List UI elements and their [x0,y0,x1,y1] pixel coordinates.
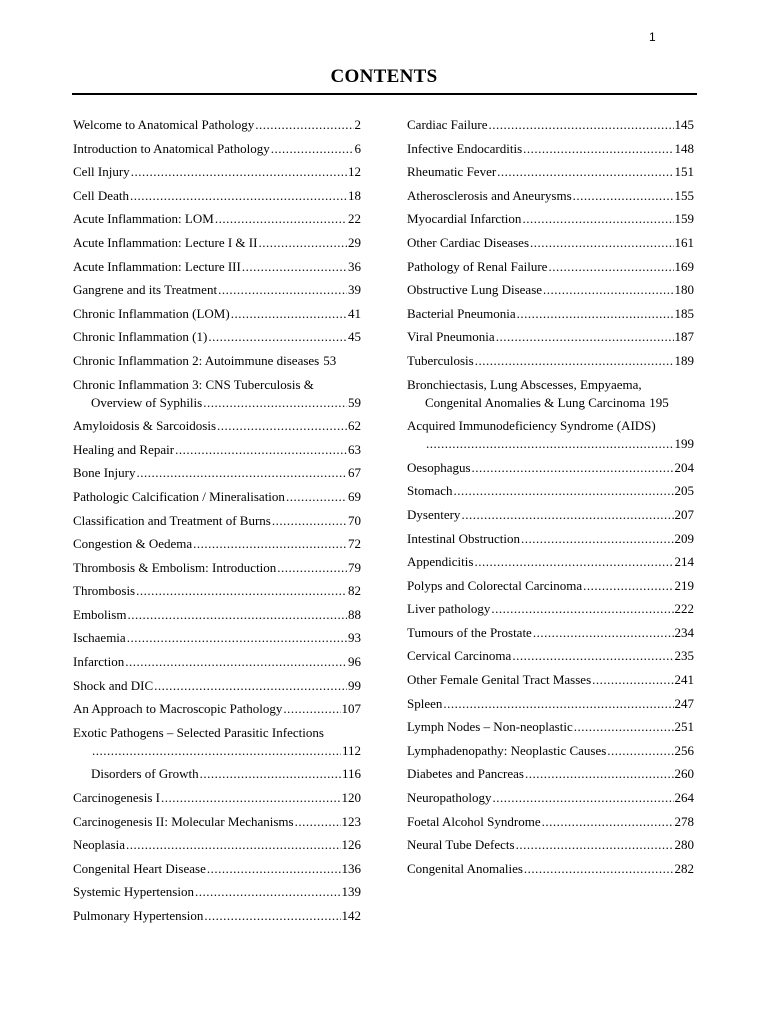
toc-entry[interactable] [73,187,361,205]
toc-entry-page: 22 [348,211,361,227]
toc-entry[interactable] [73,328,361,346]
toc-entry-title: Appendicitis [407,554,474,570]
toc-entry-title: Thrombosis [73,583,136,599]
toc-entry-title: Neural Tube Defects [407,837,515,853]
toc-entry[interactable] [407,210,694,228]
toc-entry-title: Cell Death [73,187,129,203]
toc-entry-page: 264 [674,790,694,806]
toc-entry-title: Thrombosis & Embolism: Introduction [73,559,277,575]
toc-entry-title: Welcome to Anatomical Pathology [73,117,255,132]
toc-entry-title: Dysentery [407,506,461,522]
toc-entry-page: 126 [341,837,361,853]
toc-entry-page: 116 [341,766,361,782]
toc-entry[interactable] [407,258,694,276]
toc-entry[interactable] [73,606,361,624]
toc-entry[interactable] [407,506,694,524]
toc-entry-title: Oesophagus [407,459,471,475]
toc-entry-page: 260 [674,766,694,782]
toc-entry-page: 159 [674,211,694,227]
toc-entry-title: Atherosclerosis and Aneurysms [407,187,572,203]
toc-entry-title: Foetal Alcohol Syndrome [407,813,541,829]
toc-entry[interactable] [407,352,694,370]
toc-entry-title: Cervical Carcinoma [407,648,512,664]
toc-entry-title: Chronic Inflammation 2: Autoimmune diseases [73,352,320,368]
toc-entry-page: 219 [674,577,694,593]
toc-entry-page: 199 [674,436,694,452]
toc-entry[interactable] [407,860,694,878]
toc-entry-page: 187 [674,329,694,345]
toc-entry[interactable] [73,907,361,925]
toc-entry-page: 107 [341,701,361,717]
toc-entry-page: 53 [323,352,337,368]
toc-entry[interactable] [407,234,694,252]
toc-entry-page: 256 [674,742,694,758]
toc-entry[interactable] [73,352,361,370]
toc-entry-page: 280 [674,837,694,853]
toc-entry-page: 209 [674,530,694,546]
toc-entry[interactable] [73,813,361,831]
toc-entry-title: Carcinogenesis I [73,790,161,806]
toc-entry-title: Exotic Pathogens – Selected Parasitic Infections [73,724,324,740]
toc-entry[interactable] [73,305,361,323]
title-rule [72,93,697,95]
toc-entry[interactable] [73,163,361,181]
toc-entry[interactable] [73,559,361,577]
toc-entry-title: Other Female Genital Tract Masses [407,672,592,688]
toc-entry-title: Pathology of Renal Failure [407,258,548,274]
toc-right-column [407,116,694,883]
toc-entry-page: 214 [674,554,694,570]
toc-entry-page: 169 [674,258,694,274]
toc-entry-page: 39 [348,282,361,298]
toc-entry[interactable] [407,482,694,500]
toc-entry-title: Disorders of Growth [91,766,199,782]
toc-entry-page: 2 [354,117,361,132]
toc-entry-page: 235 [674,648,694,664]
toc-entry-page: 63 [348,441,361,457]
toc-entry[interactable] [407,305,694,323]
toc-entry-title: Chronic Inflammation 3: CNS Tuberculosis & [73,376,314,392]
toc-entry-page: 82 [348,583,361,599]
toc-entry-page: 79 [348,559,361,575]
toc-entry-title: Carcinogenesis II: Molecular Mechanisms [73,813,294,829]
toc-entry-title: Acute Inflammation: Lecture I & II [73,234,258,250]
toc-entry-title: Pulmonary Hypertension [73,908,204,923]
toc-entry[interactable] [407,742,694,760]
toc-entry-page: 204 [674,459,694,475]
toc-entry-title: Classification and Treatment of Burns [73,512,271,528]
toc-entry[interactable] [407,577,694,595]
toc-entry[interactable] [73,860,361,878]
toc-entry[interactable] [73,488,361,506]
toc-entry[interactable] [407,187,694,205]
toc-entry-page: 36 [348,258,361,274]
toc-entry-title: Lymphadenopathy: Neoplastic Causes [407,742,607,758]
toc-entry-page: 145 [674,117,694,132]
toc-entry[interactable] [73,677,361,695]
toc-entry-title-continued: Overview of Syphilis [91,394,203,410]
toc-entry-title: Congenital Heart Disease [73,860,206,876]
toc-entry-page: 18 [348,187,361,203]
toc-entry-title: Cardiac Failure [407,117,488,132]
toc-entry-title: An Approach to Macroscopic Pathology [73,701,283,717]
toc-entry-title: Obstructive Lung Disease [407,282,543,298]
toc-entry-page: 278 [674,813,694,829]
toc-entry-page: 241 [674,672,694,688]
toc-entry-title: Spleen [407,695,443,711]
toc-entry-page: 69 [348,488,361,504]
toc-entry-title: Infective Endocarditis [407,140,523,156]
toc-entry-page: 205 [674,483,694,499]
toc-entry-title: Viral Pneumonia [407,329,495,345]
toc-entry[interactable] [73,700,361,718]
toc-entry[interactable] [73,653,361,671]
toc-entry[interactable] [73,281,361,299]
toc-entry[interactable] [73,464,361,482]
toc-entry-page: 29 [348,234,361,250]
toc-entry[interactable] [73,789,361,807]
toc-entry-title: Liver pathology [407,601,491,617]
toc-entry[interactable] [73,582,361,600]
toc-entry[interactable] [73,765,361,783]
toc-entry[interactable] [407,836,694,854]
toc-entry-page: 282 [674,860,694,876]
toc-entry-title: Amyloidosis & Sarcoidosis [73,418,217,434]
toc-entry[interactable] [407,647,694,665]
toc-entry-page: 155 [674,187,694,203]
toc-entry-page: 207 [674,506,694,522]
toc-entry[interactable] [407,671,694,689]
toc-entry-title: Intestinal Obstruction [407,530,521,546]
toc-entry-page: 70 [348,512,361,528]
toc-entry-page: 139 [341,884,361,900]
toc-entry-title: Diabetes and Pancreas [407,766,524,782]
toc-entry-title: Neoplasia [73,837,125,853]
toc-entry-title: Gangrene and its Treatment [73,282,218,298]
toc-entry[interactable] [73,234,361,252]
toc-entry-title: Polyps and Colorectal Carcinoma [407,577,583,593]
toc-entry-title: Healing and Repair [73,441,175,457]
toc-entry-title: Chronic Inflammation (LOM) [73,305,230,321]
toc-entry-page: 251 [674,719,694,735]
toc-entry-page: 123 [341,813,361,829]
toc-entry[interactable] [73,116,361,134]
toc-entry-title: Tuberculosis [407,352,474,368]
toc-entry-title: Bronchiectasis, Lung Abscesses, Empyaema, [407,376,642,392]
toc-entry[interactable] [407,281,694,299]
page-number: 1 [649,30,656,44]
toc-entry[interactable] [407,813,694,831]
toc-entry[interactable] [73,535,361,553]
toc-entry[interactable] [407,459,694,477]
toc-entry[interactable] [73,512,361,530]
toc-entry-title: Other Cardiac Diseases [407,234,530,250]
toc-entry-title: Rheumatic Fever [407,164,497,180]
toc-entry[interactable] [407,624,694,642]
toc-entry[interactable] [407,765,694,783]
toc-entry[interactable] [73,629,361,647]
toc-entry-page: 41 [348,305,361,321]
toc-entry-page: 136 [341,860,361,876]
toc-entry-title: Infarction [73,654,125,670]
toc-entry-page: 180 [674,282,694,298]
toc-entry-page: 96 [348,654,361,670]
toc-entry-title: Introduction to Anatomical Pathology [73,140,270,156]
toc-entry-page: 151 [674,164,694,180]
toc-entry-title: Lymph Nodes – Non-neoplastic [407,719,573,735]
toc-entry[interactable] [73,210,361,228]
toc-left-column [73,116,361,931]
toc-entry-title: Ischaemia [73,630,126,646]
toc-entry-page: 67 [348,465,361,481]
toc-entry-page: 195 [649,394,669,410]
toc-entry-page: 234 [674,624,694,640]
toc-entry-page: 6 [354,140,361,156]
toc-entry-title: Myocardial Infarction [407,211,522,227]
toc-entry-page: 99 [348,677,361,693]
toc-entry[interactable] [407,553,694,571]
toc-entry-title: Chronic Inflammation (1) [73,329,208,345]
toc-entry-title: Systemic Hypertension [73,884,194,900]
toc-entry[interactable] [407,163,694,181]
toc-entry[interactable] [73,724,361,760]
toc-entry[interactable] [73,140,361,158]
toc-entry[interactable] [407,695,694,713]
toc-entry-page: 59 [348,394,361,410]
toc-entry-page: 112 [341,742,361,758]
toc-entry-title: Acute Inflammation: Lecture III [73,258,241,274]
toc-entry-title: Cell Injury [73,164,130,180]
toc-entry-title-continued: Congenital Anomalies & Lung Carcinoma [425,394,646,410]
toc-entry-page: 62 [348,418,361,434]
toc-entry-title: Bone Injury [73,465,136,481]
toc-entry[interactable] [73,441,361,459]
toc-entry[interactable] [407,376,694,412]
toc-entry[interactable] [73,376,361,412]
toc-entry[interactable] [407,718,694,736]
toc-entry-title: Pathologic Calcification / Mineralisation [73,488,285,504]
toc-entry-page: 120 [341,790,361,806]
toc-entry-page: 12 [348,164,361,180]
toc-entry-title: Neuropathology [407,790,492,806]
toc-entry[interactable] [407,789,694,807]
toc-entry-page: 88 [348,606,361,622]
toc-entry[interactable] [73,417,361,435]
toc-entry-title: Acquired Immunodeficiency Syndrome (AIDS) [407,418,656,434]
toc-entry-page: 72 [348,536,361,552]
toc-entry-page: 148 [674,140,694,156]
toc-entry[interactable] [407,116,694,134]
toc-entry-page: 185 [674,305,694,321]
toc-entry[interactable] [73,883,361,901]
page-title: CONTENTS [330,66,438,87]
toc-entry-page: 222 [674,601,694,617]
toc-entry-page: 45 [348,329,361,345]
toc-entry-page: 247 [674,695,694,711]
toc-entry[interactable] [73,258,361,276]
toc-entry[interactable] [407,328,694,346]
toc-entry[interactable] [407,417,694,453]
toc-entry-title: Congenital Anomalies [407,860,523,876]
toc-entry-title: Congestion & Oedema [73,536,193,552]
toc-entry-title: Acute Inflammation: LOM [73,211,214,227]
toc-entry-title: Bacterial Pneumonia [407,305,516,321]
toc-entry[interactable] [407,530,694,548]
toc-entry-title: Shock and DIC [73,677,154,693]
toc-entry-title: Stomach [407,483,453,499]
toc-entry-title: Tumours of the Prostate [407,624,532,640]
toc-entry-page: 161 [674,234,694,250]
toc-entry-page: 93 [348,630,361,646]
toc-entry[interactable] [73,836,361,854]
toc-entry-page: 142 [341,908,361,923]
toc-entry[interactable] [407,600,694,618]
toc-entry[interactable] [407,140,694,158]
toc-entry-title: Embolism [73,606,127,622]
toc-entry-page: 189 [674,352,694,368]
